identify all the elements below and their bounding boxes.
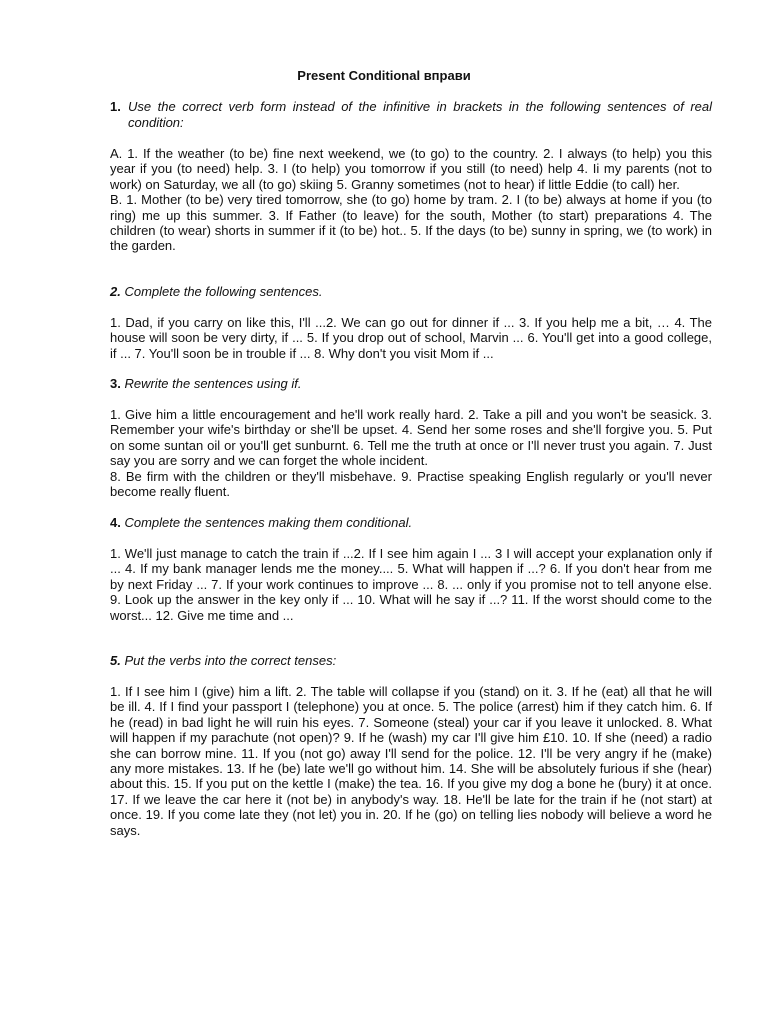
task-1-paragraph-b: B. 1. Mother (to be) very tired tomorrow, she (to go) home by tram. 2. I (to be) always at home if you (to ring) me up this summer. 3. If Father (to leave) for the south, Mother (to start) preparations 4. The children (to wear) shorts in summer if it (to be) hot.. 5. If the days (to be) sunny in spring, we (to work) in the garden.	[110, 192, 712, 254]
task-1-instruction: Use the correct verb form instead of the infinitive in brackets in the following sentences of real condition:	[128, 99, 712, 130]
page-title	[0, 68, 768, 84]
task-4-paragraph: 1. We'll just manage to catch the train if ...2. If I see him again I ... 3 I will accept your explanation only if ... 4. If my bank manager lends me the money.... 5. What will happen if ...? 6. If you don't hear from me by next Friday ... 7. If your work continues to improve ... 8. ... only if you promise not to tell anyone else. 9. Look up the answer in the key only if ... 10. What will he say if ...? 11. If the worst should come to the worst... 12. Give me time and ...	[110, 546, 712, 623]
task-1-paragraph-a: A. 1. If the weather (to be) fine next weekend, we (to go) to the country. 2. I always (to help) you this year if you (to need) help. 3. I (to help) you tomorrow if you still (to need) help 4. Ii my parents (not to work) on Saturday, we all (to go) skiing 5. Granny sometimes (not to hear) if little Eddie (to call) her.	[110, 146, 712, 192]
task-5-paragraph: 1. If I see him I (give) him a lift. 2. The table will collapse if you (stand) on it. 3. If he (eat) all that he will be ill. 4. If I find your passport I (telephone) you at once. 5. The police (arrest) him if they catch him. 6. If he (read) in bad light he will ruin his eyes. 7. Someone (steal) your car if you leave it unlocked. 8. What will happen if my parachute (not open)? 9. If he (wash) my car I'll give him £10. 10. If she (need) a radio she can borrow mine. 11. If you (not go) away I'll send for the police. 12. I'll be very angry if he (make) any more mistakes. 13. If he (be) late we'll go without him. 14. She will be absolutely furious if she (hear) about this. 15. If you put on the kettle I (make) the tea. 16. If you give my dog a bone he (bury) it at once. 17. If we leave the car here it (not be) in anybody's way. 18. He'll be late for the train if he (not start) at once. 19. If you come late they (not let) you in. 20. If he (go) on telling lies nobody will believe a word he says.	[110, 684, 712, 838]
task-2-body	[110, 315, 712, 361]
task-4-number: 4.	[110, 515, 121, 530]
task-3-heading	[110, 376, 712, 392]
task-1-heading	[110, 99, 712, 131]
task-3-number: 3.	[110, 376, 121, 391]
task-2-instruction: Complete the following sentences.	[124, 284, 323, 299]
task-5-heading	[110, 653, 712, 669]
task-3-paragraph-1: 1. Give him a little encouragement and he'll work really hard. 2. Take a pill and you won't be seasick. 3. Remember your wife's birthday or she'll be upset. 4. Send her some roses and she'll forgive you. 5. Put on some suntan oil or you'll get sunburnt. 6. Tell me the truth at once or I'll never trust you again. 7. Just say you are sorry and we can forget the whole incident.	[110, 407, 712, 469]
task-2-heading	[110, 284, 712, 300]
task-5-number: 5.	[110, 653, 121, 668]
task-5-body	[110, 684, 712, 838]
title-bold: Present Conditional	[297, 68, 421, 83]
task-3-paragraph-2: 8. Be firm with the children or they'll misbehave. 9. Practise speaking English regularly or you'll never become really fluent.	[110, 468, 712, 500]
task-5-instruction: Put the verbs into the correct tenses:	[124, 653, 337, 668]
task-3-instruction: Rewrite the sentences using if.	[124, 376, 302, 391]
task-2-number: 2.	[110, 284, 121, 299]
task-4-instruction: Complete the sentences making them conditional.	[124, 515, 413, 530]
task-1-number: 1.	[110, 99, 121, 114]
task-4-body	[110, 546, 712, 623]
title-rest: вправи	[420, 68, 471, 83]
task-1-body	[110, 146, 712, 254]
task-2-paragraph: 1. Dad, if you carry on like this, I'll ...2. We can go out for dinner if ... 3. If you help me a bit, … 4. The house will soon be very dirty, if ... 5. If you drop out of school, Marvin ... 6. You'll get into a good college, if ... 7. You'll soon be in trouble if ... 8. Why don't you visit Mom if ...	[110, 315, 712, 361]
task-3-body	[110, 407, 712, 499]
task-4-heading	[110, 515, 712, 531]
